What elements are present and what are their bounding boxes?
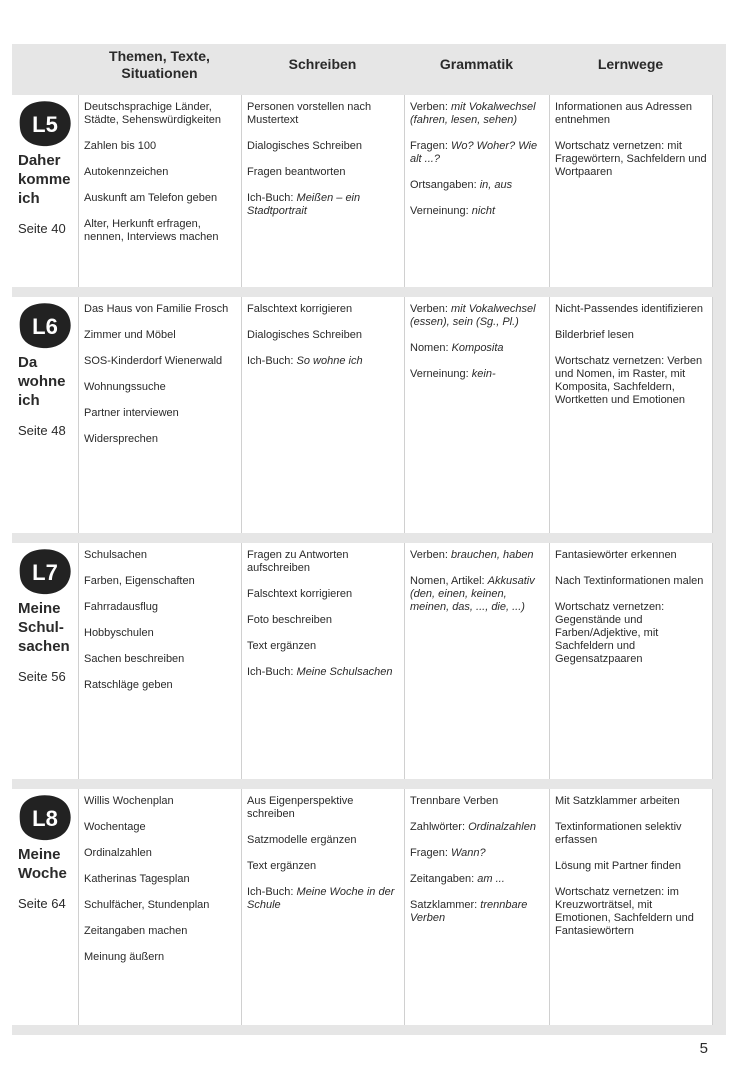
svg-text:L8: L8 (32, 806, 58, 831)
themen-item: Ratschläge geben (84, 679, 173, 691)
themen-cell (78, 789, 241, 1025)
svg-text:L7: L7 (32, 560, 58, 585)
schreiben-item: Ich-Buch: Meißen – ein Stadtportrait (247, 192, 361, 217)
themen-cell (78, 297, 241, 533)
lernwege-item: Wortschatz vernetzen: Verben und Nomen, im Raster, mit Komposita, Sachfeldern, Wortketten und Emotionen (555, 355, 703, 406)
lesson-title: Meine Schul- sachen (18, 600, 70, 655)
lernwege-item: Bilderbrief lesen (555, 329, 634, 341)
grammatik-item: Nomen: Komposita (410, 342, 504, 354)
themen-item: Katherinas Tagesplan (84, 873, 190, 885)
themen-item: Zeitangaben machen (84, 925, 188, 937)
themen-item: Hobbyschulen (84, 627, 154, 639)
grammatik-item: Ortsangaben: in, aus (410, 179, 513, 191)
themen-item: Das Haus von Familie Frosch (84, 303, 229, 315)
grammatik-item: Zahlwörter: Ordinalzahlen (410, 821, 536, 833)
lesson-row (12, 297, 726, 533)
lernwege-item: Fantasiewörter erkennen (555, 549, 677, 561)
lesson-title: Daher komme ich (18, 152, 71, 207)
themen-item: Ordinalzahlen (84, 847, 152, 859)
themen-item: Schulfächer, Stundenplan (84, 899, 210, 911)
grammatik-item: Fragen: Wo? Woher? Wie alt ...? (410, 140, 538, 165)
lernwege-item: Informationen aus Adressen entnehmen (555, 101, 692, 126)
lesson-rows (12, 95, 726, 1035)
schreiben-item: Ich-Buch: Meine Woche in der Schule (247, 886, 395, 911)
header-themen: Themen, Texte, Situationen (109, 47, 210, 81)
grammatik-item: Verben: mit Vokalwechsel (fahren, lesen, sehen) (410, 101, 536, 126)
schreiben-item: Foto beschreiben (247, 614, 332, 626)
lesson-badge-icon (18, 549, 72, 595)
curriculum-table (12, 44, 726, 1035)
lesson-page-ref: Seite 48 (18, 423, 66, 438)
lernwege-item: Wortschatz vernetzen: Gegenstände und Farben/Adjektive, mit Sachfeldern und Gegensatzpaaren (555, 601, 665, 665)
lesson-cell (12, 543, 78, 779)
lernwege-cell (549, 543, 712, 779)
grammatik-item: Verben: brauchen, haben (410, 549, 534, 561)
grammatik-item: Verneinung: kein- (410, 368, 496, 380)
themen-item: Zahlen bis 100 (84, 140, 157, 152)
lesson-title: Da wohne ich (18, 354, 66, 409)
svg-text:L5: L5 (32, 112, 58, 137)
schreiben-item: Ich-Buch: Meine Schulsachen (247, 666, 393, 678)
themen-item: Wochentage (84, 821, 146, 833)
lesson-cell (12, 95, 78, 287)
lernwege-item: Nach Textinformationen malen (555, 575, 704, 587)
themen-item: Deutschsprachige Länder, Städte, Sehenswürdigkeiten (84, 101, 221, 126)
schreiben-item: Fragen zu Antworten aufschreiben (247, 549, 349, 574)
themen-item: Widersprechen (84, 433, 158, 445)
lesson-badge-icon (18, 303, 72, 349)
grammatik-cell (404, 789, 549, 1025)
lesson-row (12, 95, 726, 287)
lesson-page-ref: Seite 64 (18, 896, 66, 911)
grammatik-item: Fragen: Wann? (410, 847, 486, 859)
schreiben-item: Fragen beantworten (247, 166, 346, 178)
lernwege-item: Wortschatz vernetzen: mit Fragewörtern, Sachfeldern und Wortpaaren (555, 140, 707, 178)
lernwege-cell (549, 95, 712, 287)
lesson-cell (12, 297, 78, 533)
grammatik-item: Zeitangaben: am ... (410, 873, 505, 885)
lesson-badge-icon (18, 101, 72, 147)
schreiben-item: Dialogisches Schreiben (247, 140, 362, 152)
themen-item: Alter, Herkunft erfragen, nennen, Interviews machen (84, 218, 219, 243)
grammatik-item: Trennbare Verben (410, 795, 499, 807)
header-lernwege: Lernwege (597, 56, 664, 72)
themen-item: Autokennzeichen (84, 166, 169, 178)
themen-item: Schulsachen (84, 549, 147, 561)
themen-item: Sachen beschreiben (84, 653, 185, 665)
themen-item: Wohnungssuche (84, 381, 166, 393)
grammatik-cell (404, 95, 549, 287)
lesson-page-ref: Seite 40 (18, 221, 66, 236)
lernwege-item: Mit Satzklammer arbeiten (555, 795, 680, 807)
schreiben-item: Aus Eigenperspektive schreiben (247, 795, 354, 820)
schreiben-item: Ich-Buch: So wohne ich (247, 355, 363, 367)
schreiben-cell (241, 95, 404, 287)
lesson-cell (12, 789, 78, 1025)
themen-item: Willis Wochenplan (84, 795, 174, 807)
themen-item: Farben, Eigenschaften (84, 575, 195, 587)
header-schreiben: Schreiben (288, 56, 357, 72)
lernwege-item: Nicht-Passendes identifizieren (555, 303, 703, 315)
schreiben-item: Personen vorstellen nach Mustertext (247, 101, 372, 126)
lernwege-item: Wortschatz vernetzen: im Kreuzworträtsel, mit Emotionen, Sachfeldern und Fantasiewörtern (555, 886, 694, 937)
lesson-page-ref: Seite 56 (18, 669, 66, 684)
themen-item: Auskunft am Telefon geben (84, 192, 218, 204)
page-number: 5 (699, 1040, 708, 1057)
grammatik-item: Satzklammer: trennbare Verben (410, 899, 528, 924)
lesson-badge-icon (18, 795, 72, 841)
table-header (12, 44, 726, 85)
header-lesson (12, 44, 78, 85)
lernwege-item: Lösung mit Partner finden (555, 860, 681, 872)
grammatik-item: Nomen, Artikel: Akkusativ (den, einen, keinen, meinen, das, ..., die, ...) (410, 575, 535, 613)
schreiben-item: Falschtext korrigieren (247, 303, 353, 315)
lesson-row (12, 789, 726, 1025)
themen-cell (78, 95, 241, 287)
svg-text:L6: L6 (32, 314, 58, 339)
schreiben-item: Text ergänzen (247, 640, 317, 652)
grammatik-item: Verneinung: nicht (410, 205, 496, 217)
lernwege-cell (549, 297, 712, 533)
themen-item: Fahrradausflug (84, 601, 158, 613)
lesson-row (12, 543, 726, 779)
themen-cell (78, 543, 241, 779)
lesson-title: Meine Woche (18, 846, 67, 882)
schreiben-item: Satzmodelle ergänzen (247, 834, 357, 846)
grammatik-cell (404, 297, 549, 533)
themen-item: Zimmer und Möbel (84, 329, 176, 341)
schreiben-item: Dialogisches Schreiben (247, 329, 362, 341)
schreiben-cell (241, 297, 404, 533)
schreiben-cell (241, 543, 404, 779)
lernwege-cell (549, 789, 712, 1025)
schreiben-item: Falschtext korrigieren (247, 588, 353, 600)
lernwege-item: Textinformationen selektiv erfassen (555, 821, 682, 846)
grammatik-item: Verben: mit Vokalwechsel (essen), sein (Sg., Pl.) (410, 303, 536, 328)
themen-item: Meinung äußern (84, 951, 165, 963)
schreiben-item: Text ergänzen (247, 860, 317, 872)
themen-item: SOS-Kinderdorf Wienerwald (84, 355, 223, 367)
grammatik-cell (404, 543, 549, 779)
schreiben-cell (241, 789, 404, 1025)
header-grammatik: Grammatik (439, 56, 514, 72)
themen-item: Partner interviewen (84, 407, 179, 419)
